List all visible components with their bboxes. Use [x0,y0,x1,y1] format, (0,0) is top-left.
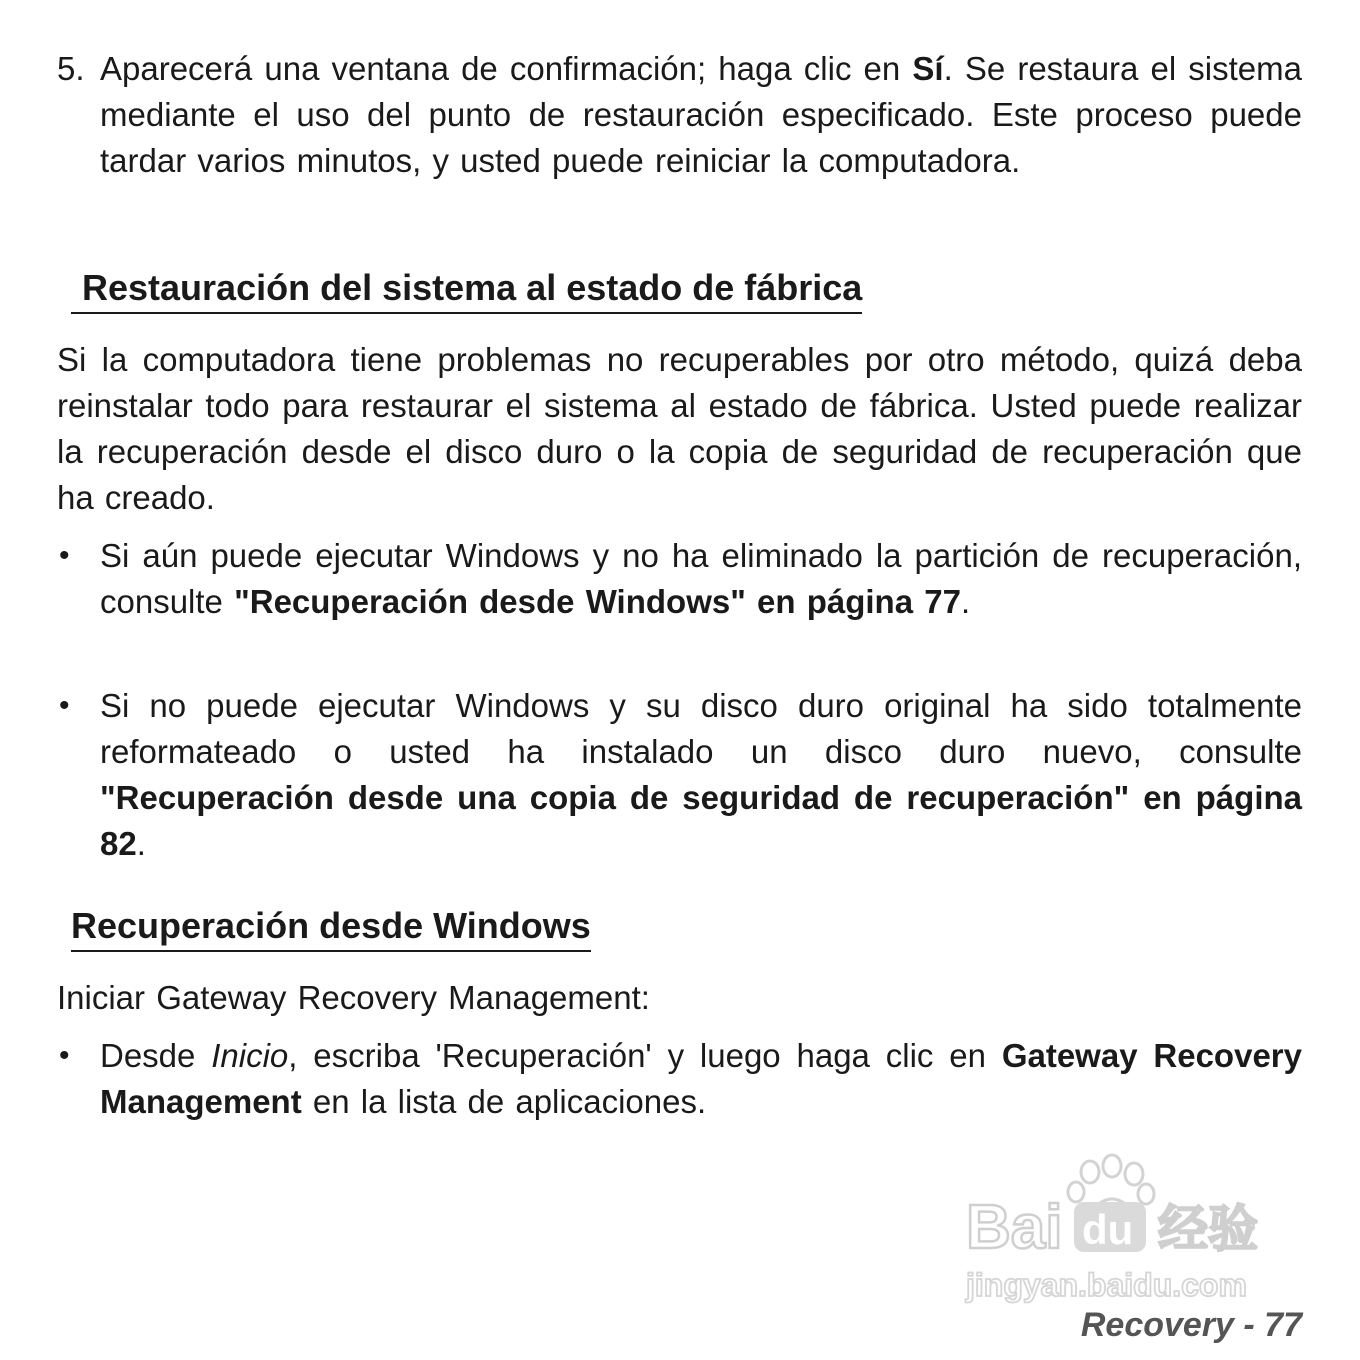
step-5-text-2: . Se restaura el sistema mediante el uso del punto de restauración especificado. Este proceso puede tardar varios minutos, y usted puede reiniciar la computadora. [100,50,1302,179]
baidu-watermark [962,1150,1282,1310]
step-5-body [100,46,1302,184]
factory-bullet-2-body [100,683,1302,867]
bullet-marker: • [59,1039,70,1072]
page-footer: Recovery - 77 [1080,1306,1302,1344]
factory-bullet-2 [57,683,1302,867]
bullet-marker: • [59,689,70,722]
step-number: 5. [57,50,85,87]
watermark-url: jingyan.baidu.com [966,1267,1247,1303]
windows-bullet-1-body [100,1033,1302,1125]
bullet-text: Si aún puede ejecutar Windows y no ha eliminado la partición de recuperación, consulte [100,537,1302,620]
watermark-brand-du: du [1082,1206,1134,1253]
step-5-bold: Sí [912,50,944,87]
italic-term: Inicio [211,1037,289,1074]
factory-bullet-1-body [100,533,1302,625]
factory-bullet-1 [57,533,1302,625]
step-5-text-1: Aparecerá una ventana de confirmación; haga clic en [100,50,913,87]
cross-reference-link[interactable]: "Recuperación desde Windows" en página 77 [234,583,961,620]
step-5 [57,46,1302,184]
cross-reference-link[interactable]: "Recuperación desde una copia de seguridad de recuperación" en página 82 [100,779,1302,862]
baidu-paw-logo-icon [962,1150,1282,1310]
watermark-brand-latin: Bai [966,1193,1063,1262]
bullet-text-end: . [136,825,146,862]
section-heading-factory: Restauración del sistema al estado de fábrica [71,266,862,314]
watermark-brand-cn: 经验 [1158,1200,1258,1258]
bullet-text-end: en la lista de aplicaciones. [301,1083,707,1120]
section-heading-windows: Recuperación desde Windows [71,904,591,952]
factory-paragraph: Si la computadora tiene problemas no recuperables por otro método, quizá deba reinstalar todo para restaurar el sistema al estado de fábrica. Usted puede realizar la recuperación desde el disco duro o la copia de seguridad de recuperación que ha creado. [57,341,1302,516]
bullet-text: Si no puede ejecutar Windows y su disco duro original ha sido totalmente reformateado o usted ha instalado un disco duro nuevo, consulte [100,687,1302,770]
bullet-text-end: . [960,583,971,620]
app-name: Gateway Recovery Management [100,1037,1302,1120]
bullet-text: Desde [100,1037,212,1074]
bullet-text: , escriba 'Recuperación' y luego haga clic en [288,1037,1002,1074]
windows-bullet-1 [57,1033,1302,1125]
bullet-marker: • [59,539,70,572]
windows-paragraph: Iniciar Gateway Recovery Management: [57,979,650,1016]
